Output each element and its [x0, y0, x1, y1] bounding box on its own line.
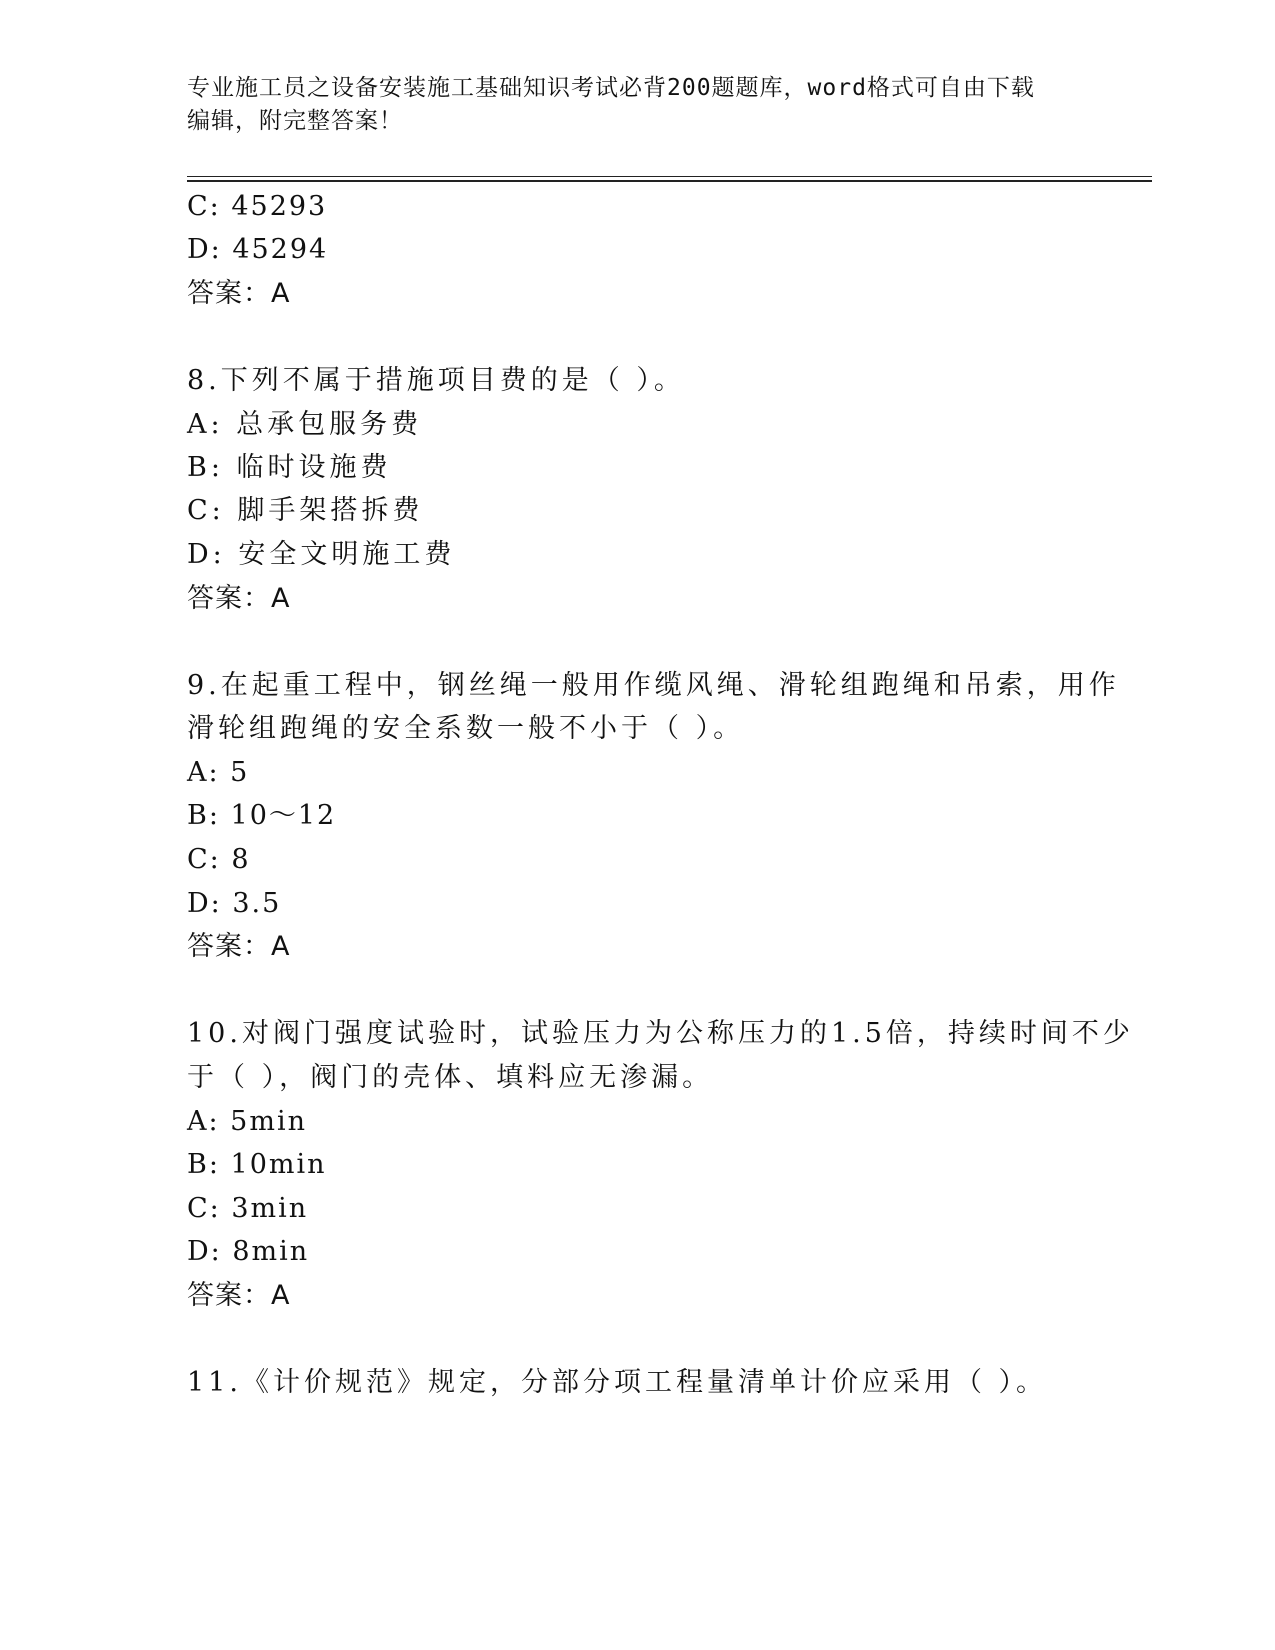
question-10-stem-line-1: 10.对阀门强度试验时，试验压力为公称压力的1.5倍，持续时间不少: [187, 1018, 1134, 1049]
question-9-option-c: C: 8: [187, 844, 251, 875]
question-8-answer: 答案：A: [187, 583, 291, 614]
question-10-stem-line-2: 于（ ），阀门的壳体、填料应无渗漏。: [187, 1062, 714, 1093]
question-9-answer: 答案：A: [187, 931, 291, 962]
question-9-stem-line-1: 9.在起重工程中，钢丝绳一般用作缆风绳、滑轮组跑绳和吊索，用作: [187, 670, 1120, 701]
question-8-option-d: D: 安全文明施工费: [187, 539, 456, 570]
question-10-option-c: C: 3min: [187, 1193, 309, 1224]
carry-answer: 答案：A: [187, 278, 291, 309]
header-divider-thin: [187, 176, 1152, 177]
question-11-stem: 11.《计价规范》规定，分部分项工程量清单计价应采用（ ）。: [187, 1367, 1048, 1398]
header-title-line-2: 编辑，附完整答案！: [187, 108, 403, 134]
question-8-stem: 8.下列不属于措施项目费的是（ ）。: [187, 365, 685, 396]
question-9-option-b: B: 10～12: [187, 800, 337, 831]
question-10-option-b: B: 10min: [187, 1149, 327, 1180]
question-10-option-d: D: 8min: [187, 1236, 310, 1267]
carry-option-c: C: 45293: [187, 191, 328, 222]
carry-option-d: D: 45294: [187, 234, 329, 265]
header-title-line-1: 专业施工员之设备安装施工基础知识考试必背200题题库，word格式可自由下载: [187, 75, 1035, 101]
question-8-option-a: A: 总承包服务费: [187, 409, 423, 440]
document-header: [187, 72, 1087, 138]
header-divider-thick: [187, 180, 1152, 182]
question-8-option-c: C: 脚手架搭拆费: [187, 495, 424, 526]
question-10-option-a: A: 5min: [187, 1106, 307, 1137]
question-8-option-b: B: 临时设施费: [187, 452, 392, 483]
question-9-stem-line-2: 滑轮组跑绳的安全系数一般不小于（ ）。: [187, 713, 745, 744]
question-10-answer: 答案：A: [187, 1280, 291, 1311]
question-9-option-d: D: 3.5: [187, 888, 282, 919]
question-9-option-a: A: 5: [187, 757, 250, 788]
